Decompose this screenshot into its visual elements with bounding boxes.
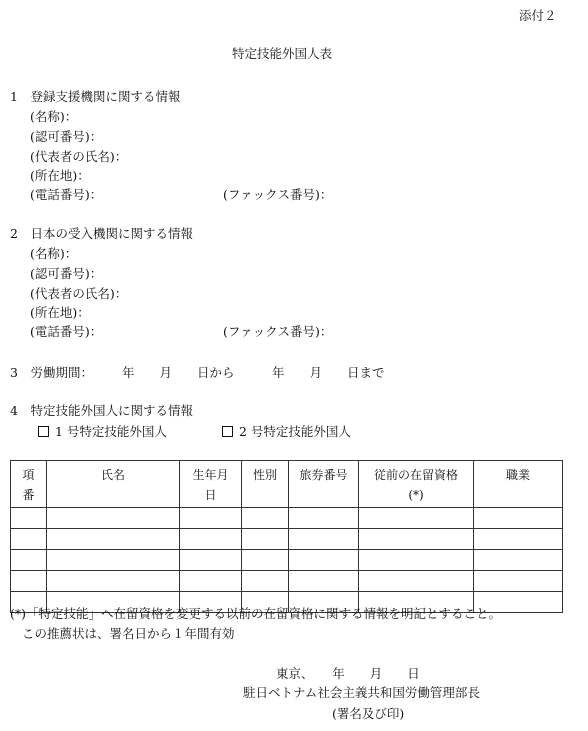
s2-representative-field: (代表者の氏名)： <box>30 286 128 301</box>
s1-fax-field: (ファックス番号)： <box>223 187 333 202</box>
table-row <box>11 529 563 550</box>
table-cell[interactable] <box>180 529 242 550</box>
worker-table <box>10 460 563 613</box>
checkbox-type-2[interactable] <box>222 426 233 437</box>
signature-date-line: 東京、 年 月 日 <box>276 666 420 681</box>
table-cell[interactable] <box>11 571 47 592</box>
col-occupation: 職業 <box>474 461 563 508</box>
signing-organization: 駐日ベトナム社会主義共和国労働管理部長 <box>243 685 480 700</box>
annex-label: 添付２ <box>519 8 557 23</box>
s1-representative-field: (代表者の氏名)： <box>30 149 128 164</box>
document-title: 特定技能外国人表 <box>232 46 333 61</box>
signature-and-seal: (署名及び印) <box>332 706 405 721</box>
col-birth-date: 生年月 日 <box>180 461 242 508</box>
s2-permit-number-field: (認可番号)： <box>30 266 103 281</box>
table-cell[interactable] <box>11 529 47 550</box>
table-cell[interactable] <box>180 571 242 592</box>
s1-permit-number-field: (認可番号)： <box>30 129 103 144</box>
col-full-name: 氏名 <box>47 461 180 508</box>
s2-name-field: (名称)： <box>30 246 78 261</box>
table-cell[interactable] <box>359 508 474 529</box>
table-cell[interactable] <box>242 550 289 571</box>
table-cell[interactable] <box>180 508 242 529</box>
col-passport-number: 旅券番号 <box>289 461 359 508</box>
table-cell[interactable] <box>242 508 289 529</box>
table-cell[interactable] <box>289 529 359 550</box>
table-row <box>11 508 563 529</box>
table-cell[interactable] <box>11 550 47 571</box>
checkbox-type-1[interactable] <box>38 426 49 437</box>
s1-address-field: (所在地)： <box>30 168 90 183</box>
table-cell[interactable] <box>359 529 474 550</box>
option-type-2[interactable] <box>222 426 351 439</box>
table-cell[interactable] <box>47 550 180 571</box>
col-item-number: 項 番 <box>11 461 47 508</box>
table-header-row <box>11 461 563 508</box>
table-cell[interactable] <box>242 571 289 592</box>
table-cell[interactable] <box>47 571 180 592</box>
table-row <box>11 571 563 592</box>
table-cell[interactable] <box>474 529 563 550</box>
table-cell[interactable] <box>359 571 474 592</box>
section-1-heading: 1 登録支援機関に関する情報 <box>10 89 181 104</box>
option-type-2-label: 2 号特定技能外国人 <box>239 424 351 439</box>
s2-phone-field: (電話番号)： <box>30 324 103 339</box>
table-cell[interactable] <box>359 550 474 571</box>
section-2-heading: 2 日本の受入機関に関する情報 <box>10 226 193 241</box>
col-gender: 性別 <box>242 461 289 508</box>
table-cell[interactable] <box>11 508 47 529</box>
s2-fax-field: (ファックス番号)： <box>223 324 333 339</box>
table-body <box>11 508 563 613</box>
s1-name-field: (名称)： <box>30 109 78 124</box>
section-3-label: 3 労働期間： <box>10 365 93 380</box>
table-cell[interactable] <box>180 550 242 571</box>
table-cell[interactable] <box>47 529 180 550</box>
work-period-dates: 年 月 日から 年 月 日まで <box>122 365 385 380</box>
table-cell[interactable] <box>289 571 359 592</box>
section-4-heading: 4 特定技能外国人に関する情報 <box>10 403 193 418</box>
table-cell[interactable] <box>474 550 563 571</box>
footnote: (*)「特定技能」へ在留資格を変更する以前の在留資格に関する情報を明記とすること。 <box>10 606 502 621</box>
table-cell[interactable] <box>474 508 563 529</box>
option-type-1-label: 1 号特定技能外国人 <box>55 424 167 439</box>
s1-phone-field: (電話番号)： <box>30 187 103 202</box>
table-row <box>11 550 563 571</box>
s2-address-field: (所在地)： <box>30 305 90 320</box>
table-cell[interactable] <box>474 571 563 592</box>
table-cell[interactable] <box>289 550 359 571</box>
table-cell[interactable] <box>47 508 180 529</box>
validity-note: この推薦状は、署名日から１年間有効 <box>22 626 235 641</box>
table-cell[interactable] <box>242 529 289 550</box>
col-previous-status: 従前の在留資格 (*) <box>359 461 474 508</box>
table-cell[interactable] <box>289 508 359 529</box>
option-type-1[interactable] <box>38 426 167 439</box>
